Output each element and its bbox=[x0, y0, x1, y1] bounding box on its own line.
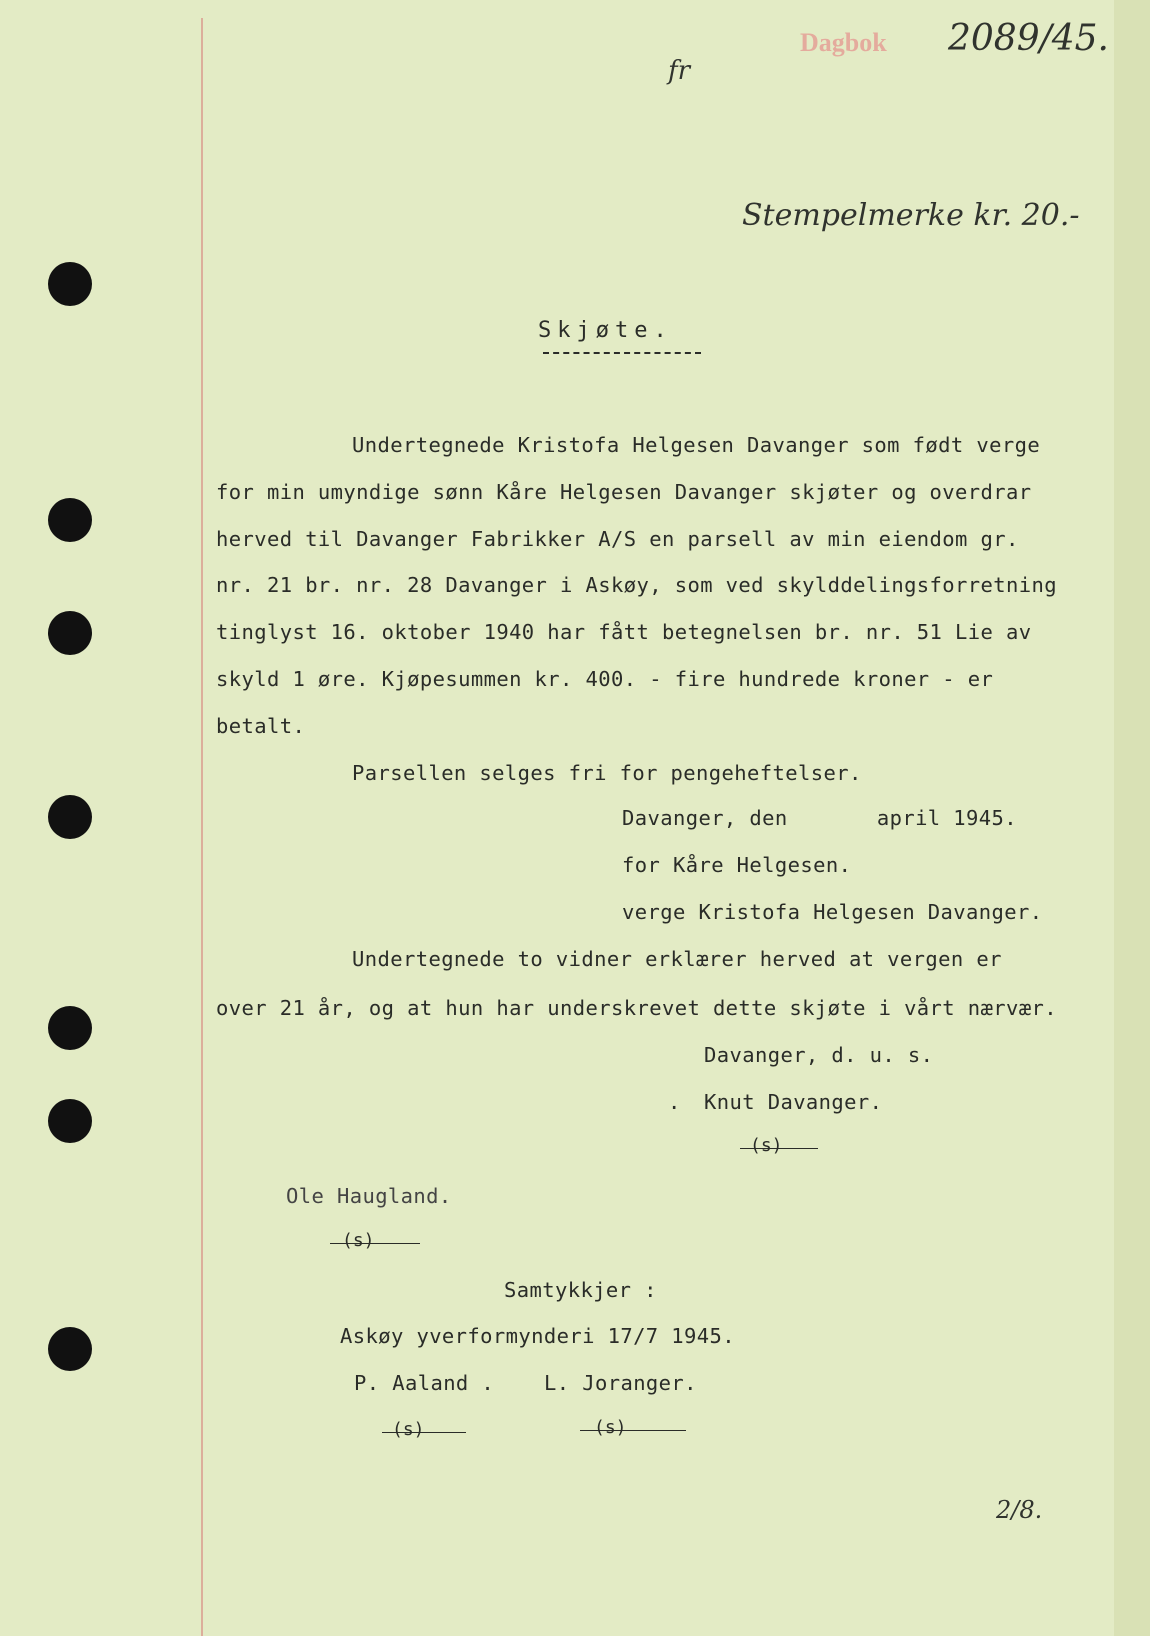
footer-handwritten-mark: 2/8. bbox=[996, 1496, 1043, 1524]
body-line: Undertegnede Kristofa Helgesen Davanger som født verge bbox=[352, 433, 1041, 457]
consent-signer: L. Joranger. bbox=[544, 1371, 697, 1395]
on-behalf-line: for Kåre Helgesen. bbox=[622, 853, 852, 877]
consent-authority: Askøy yverformynderi 17/7 1945. bbox=[340, 1324, 736, 1348]
witness-statement-line: Undertegnede to vidner erklærer herved at vergen er bbox=[352, 947, 1002, 971]
punch-hole bbox=[48, 1006, 92, 1050]
margin-rule bbox=[201, 18, 203, 1636]
signed-mark: (s) bbox=[594, 1417, 627, 1438]
punch-hole bbox=[48, 1099, 92, 1143]
signed-mark: (s) bbox=[392, 1419, 425, 1440]
body-line: tinglyst 16. oktober 1940 har fått betegnelsen br. nr. 51 Lie av bbox=[216, 620, 1032, 644]
place-date: Davanger, den april 1945. bbox=[622, 806, 1018, 830]
page-edge-shade bbox=[1114, 0, 1150, 1636]
witness-name: Knut Davanger. bbox=[704, 1090, 883, 1114]
witness-bullet: . bbox=[668, 1090, 681, 1114]
encumbrance-line: Parsellen selges fri for pengeheftelser. bbox=[352, 761, 862, 785]
signature-strike bbox=[330, 1243, 420, 1244]
punch-hole bbox=[48, 795, 92, 839]
signed-mark: (s) bbox=[342, 1230, 375, 1251]
signed-mark: (s) bbox=[750, 1135, 783, 1156]
consent-signer: P. Aaland . bbox=[354, 1371, 495, 1395]
witness-statement-line: over 21 år, og at hun har underskrevet dette skjøte i vårt nærvær. bbox=[216, 996, 1057, 1020]
signature-strike bbox=[382, 1432, 466, 1433]
consent-label: Samtykkjer : bbox=[504, 1278, 657, 1302]
body-line: betalt. bbox=[216, 714, 306, 738]
punch-hole bbox=[48, 498, 92, 542]
document-title: Skjøte. bbox=[538, 318, 673, 343]
signature-strike bbox=[740, 1148, 818, 1149]
dagbok-stamp: Dagbok bbox=[800, 28, 887, 57]
punch-hole bbox=[48, 611, 92, 655]
title-underline bbox=[543, 352, 701, 354]
witness-place: Davanger, d. u. s. bbox=[704, 1043, 934, 1067]
punch-hole bbox=[48, 262, 92, 306]
journal-number: 2089/45. bbox=[948, 18, 1109, 59]
body-line: for min umyndige sønn Kåre Helgesen Davanger skjøter og overdrar bbox=[216, 480, 1032, 504]
signature-strike bbox=[580, 1430, 686, 1431]
witness-name: Ole Haugland. bbox=[286, 1184, 452, 1208]
punch-hole bbox=[48, 1327, 92, 1371]
stamp-duty-note: Stempelmerke kr. 20.- bbox=[742, 198, 1080, 233]
body-line: skyld 1 øre. Kjøpesummen kr. 400. - fire hundrede kroner - er bbox=[216, 667, 994, 691]
body-line: herved til Davanger Fabrikker A/S en parsell av min eiendom gr. bbox=[216, 527, 1019, 551]
guardian-signature: verge Kristofa Helgesen Davanger. bbox=[622, 900, 1043, 924]
handwritten-mark: fr bbox=[668, 56, 691, 86]
body-line: nr. 21 br. nr. 28 Davanger i Askøy, som ved skylddelingsforretning bbox=[216, 573, 1057, 597]
